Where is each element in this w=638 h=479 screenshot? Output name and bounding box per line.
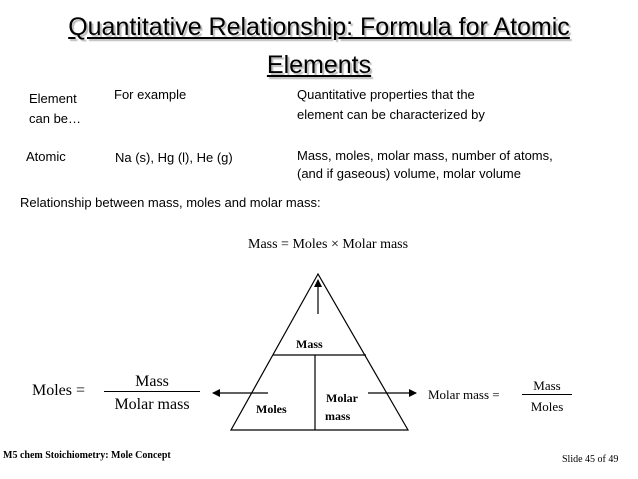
molar-mass-formula-fraction: [522, 377, 572, 415]
molar-mass-formula-numerator: Mass: [533, 378, 561, 393]
header-element-line-2: can be…: [29, 111, 82, 126]
relationship-label: Relationship between mass, moles and molar mass:: [20, 195, 321, 210]
footer-course-label: M5 chem Stoichiometry: Mole Concept: [3, 450, 171, 461]
row-properties-line-1: Mass, moles, molar mass, number of atoms,: [297, 148, 553, 163]
moles-formula-fraction: [104, 372, 200, 414]
triangle-label-mass: Mass: [296, 337, 323, 351]
header-element-line-1: Element: [29, 91, 77, 106]
footer-slide-number: Slide 45 of 49: [562, 454, 619, 465]
triangle-label-mass-2: mass: [325, 409, 351, 423]
moles-formula-numerator: Mass: [135, 373, 169, 390]
slide-title-line-2: Elements: [266, 51, 372, 79]
molar-mass-formula-lhs: Molar mass =: [428, 387, 500, 402]
triangle-label-molar: Molar: [326, 391, 358, 405]
row-examples: Na (s), Hg (l), He (g): [115, 150, 233, 165]
header-properties-line-2: element can be characterized by: [297, 107, 485, 122]
molar-mass-formula-denominator: Moles: [530, 399, 564, 414]
moles-formula-lhs: Moles =: [32, 382, 86, 399]
moles-formula-denominator: Molar mass: [114, 396, 190, 413]
row-properties-line-2: (and if gaseous) volume, molar volume: [297, 166, 521, 181]
header-properties-line-1: Quantitative properties that the: [297, 87, 475, 102]
header-for-example: For example: [114, 87, 187, 102]
triangle-label-moles: Moles: [256, 402, 287, 416]
slide-title-line-1: Quantitative Relationship: Formula for Atomic: [68, 13, 570, 41]
row-element-type: Atomic: [26, 149, 66, 164]
mass-equation: Mass = Moles × Molar mass: [248, 237, 409, 252]
